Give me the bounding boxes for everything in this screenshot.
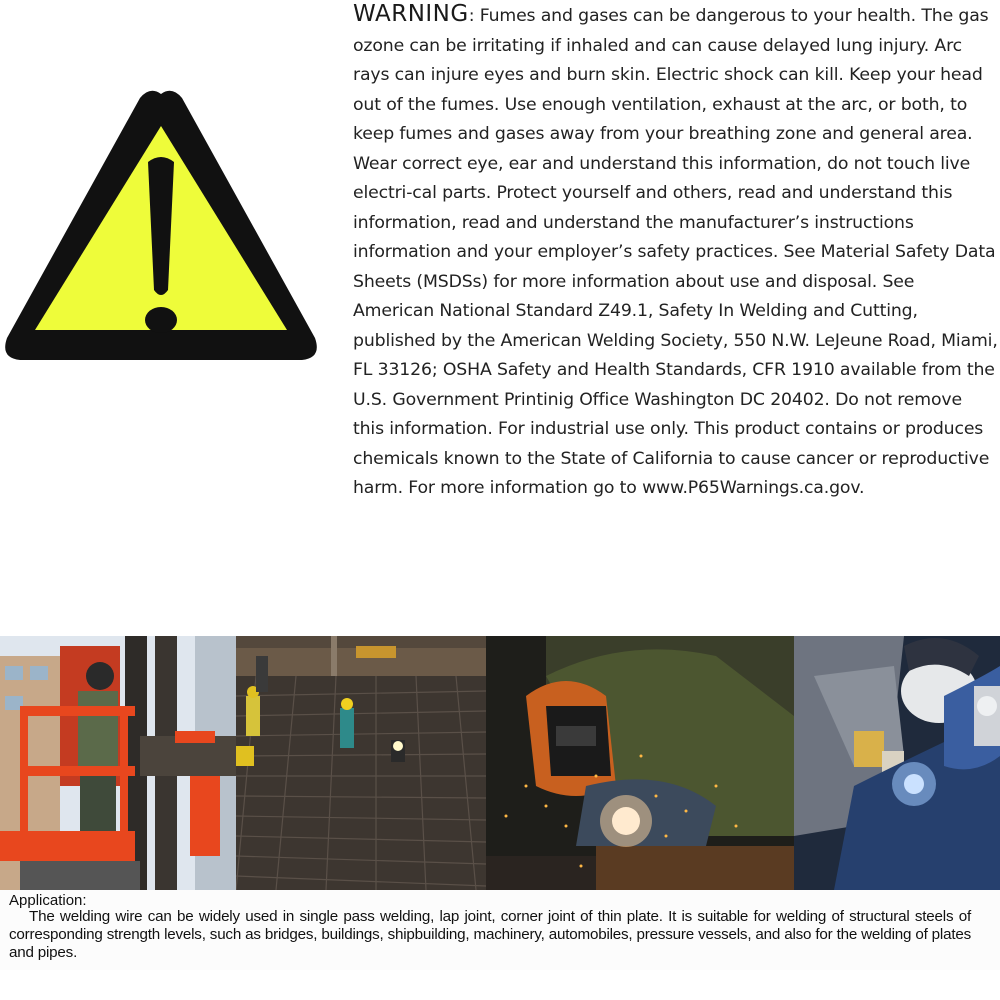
warning-heading: WARNING [353, 1, 469, 27]
photo-welder-sparks [486, 636, 794, 890]
photo-welder-car-body [794, 636, 1000, 890]
application-title: Application: [9, 892, 87, 909]
warning-triangle-icon [2, 86, 320, 366]
application-section [0, 890, 1000, 970]
photo-aerial-lift-welder [0, 636, 236, 890]
application-body: The welding wire can be widely used in single pass welding, lap joint, corner joint of thin plate. It is suitable for welding of structural steels of corresponding strength levels, such as bridges, buildings, shipbuilding, machinery, automobiles, pressure vessels, and also for the welding of plates and pipes. [9, 908, 971, 961]
warning-separator: : [468, 6, 480, 26]
photo-rebar-construction-site [236, 636, 486, 890]
warning-body: Fumes and gases can be dangerous to your health. The gas ozone can be irritating if inhaled and can cause delayed lung injury. Arc rays can injure eyes and burn skin. Electric shock can kill. Keep your head out of the fumes. Use enough ventilation, exhaust at the arc, or both, to keep fumes and gases away from your breathing zone and general area. Wear correct eye, ear and understand this information, do not touch live electri-cal parts. Protect yourself and others, read and understand this information, read and understand the manufacturer’s instructions information and your employer’s safety practices. See Material Safety Data Sheets (MSDSs) for more information about use and disposal. See American National Standard Z49.1, Safety In Welding and Cutting, published by the American Welding Society, 550 N.W. LeJeune Road, Miami, FL 33126; OSHA Safety and Health Standards, CFR 1910 available from the U.S. Government Printinig Office Washington DC 20402. Do not remove this information. For industrial use only. This product contains or produces chemicals known to the State of California to cause cancer or reproductive harm. For more information go to www.P65Warnings.ca.gov. [353, 6, 998, 498]
welding-photo-strip [0, 636, 1000, 890]
warning-paragraph [353, 0, 998, 504]
